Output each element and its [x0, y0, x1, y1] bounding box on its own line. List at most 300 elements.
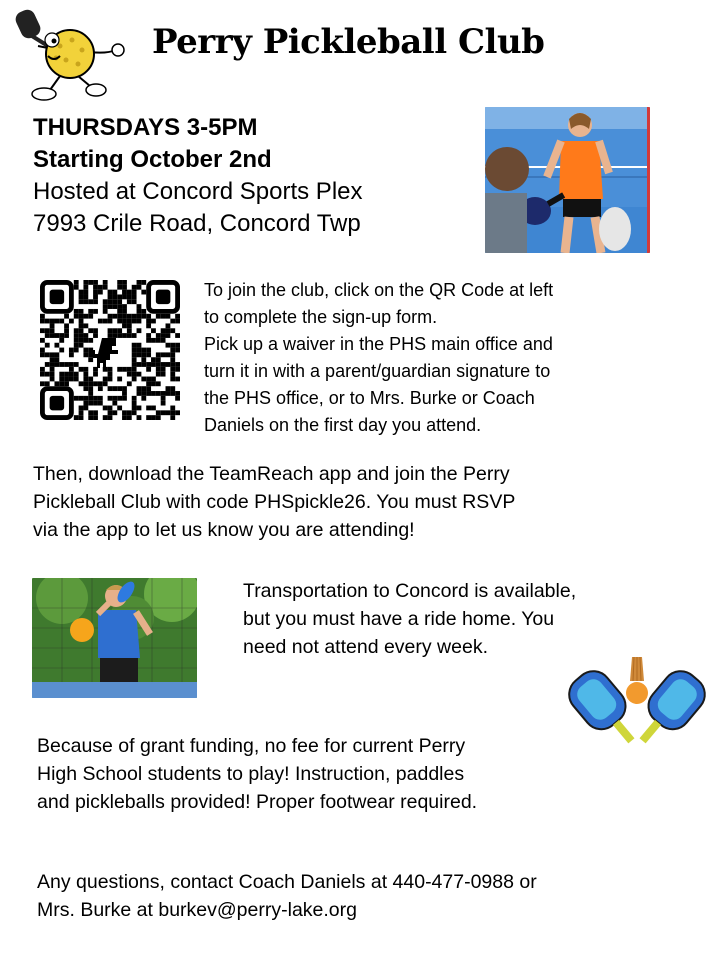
text-line: High School students to play! Instruction, paddles: [37, 763, 465, 785]
qr-module: [112, 401, 117, 406]
qr-module: [122, 280, 127, 285]
qr-module: [170, 357, 175, 362]
qr-module: [166, 333, 171, 338]
qr-module: [137, 352, 142, 357]
qr-module: [74, 396, 79, 401]
signup-qr-code[interactable]: [40, 280, 180, 420]
qr-module: [132, 348, 137, 353]
qr-module: [132, 319, 137, 324]
qr-module: [74, 328, 79, 333]
qr-module: [50, 333, 55, 338]
qr-module: [108, 328, 113, 333]
qr-module: [79, 381, 84, 386]
qr-module: [83, 401, 88, 406]
qr-module: [79, 294, 84, 299]
qr-module: [79, 406, 84, 411]
qr-module: [156, 333, 161, 338]
qr-module: [93, 415, 98, 420]
qr-module: [132, 396, 137, 401]
teamreach-paragraph: [33, 460, 693, 544]
qr-module: [170, 386, 175, 391]
qr-module: [108, 386, 113, 391]
qr-module: [108, 396, 113, 401]
qr-module: [50, 328, 55, 333]
qr-module: [156, 410, 161, 415]
qr-module: [122, 367, 127, 372]
qr-module: [137, 415, 142, 420]
qr-module: [137, 285, 142, 290]
qr-module: [141, 386, 146, 391]
qr-module: [74, 348, 79, 353]
qr-module: [54, 362, 59, 367]
qr-module: [74, 338, 79, 343]
qr-module: [93, 333, 98, 338]
qr-finder-pattern: [42, 389, 71, 418]
qr-module: [175, 319, 180, 324]
qr-module: [122, 285, 127, 290]
qr-module: [151, 415, 156, 420]
qr-module: [103, 299, 108, 304]
qr-module: [161, 396, 166, 401]
qr-module: [45, 319, 50, 324]
qr-module: [83, 406, 88, 411]
qr-module: [122, 319, 127, 324]
qr-module: [132, 352, 137, 357]
funding-paragraph: [37, 732, 597, 816]
qr-module: [103, 377, 108, 382]
qr-module: [112, 396, 117, 401]
qr-module: [137, 304, 142, 309]
qr-module: [161, 362, 166, 367]
qr-module: [141, 352, 146, 357]
qr-module: [170, 372, 175, 377]
qr-module: [161, 367, 166, 372]
qr-module: [83, 290, 88, 295]
qr-module: [93, 294, 98, 299]
qr-module: [69, 372, 74, 377]
qr-module: [108, 377, 113, 382]
qr-module: [146, 319, 151, 324]
qr-module: [137, 343, 142, 348]
qr-module: [132, 333, 137, 338]
qr-module: [166, 314, 171, 319]
qr-module: [83, 294, 88, 299]
qr-module: [59, 348, 64, 353]
qr-module: [112, 410, 117, 415]
qr-finder-pattern: [42, 282, 71, 311]
qr-module: [108, 410, 113, 415]
qr-module: [122, 396, 127, 401]
qr-module: [127, 290, 132, 295]
qr-module: [64, 372, 69, 377]
qr-module: [88, 377, 93, 382]
text-line: the PHS office, or to Mrs. Burke or Coach: [204, 388, 535, 408]
qr-module: [54, 357, 59, 362]
qr-module: [137, 280, 142, 285]
qr-module: [146, 323, 151, 328]
qr-module: [122, 386, 127, 391]
player-photo-woman: [485, 107, 650, 253]
qr-module: [132, 410, 137, 415]
text-line: To join the club, click on the QR Code at left: [204, 280, 554, 300]
qr-module: [112, 314, 117, 319]
qr-module: [170, 410, 175, 415]
qr-module: [108, 333, 113, 338]
qr-module: [156, 338, 161, 343]
qr-module: [117, 333, 122, 338]
qr-module: [83, 367, 88, 372]
qr-module: [146, 415, 151, 420]
qr-module: [137, 309, 142, 314]
qr-module: [146, 377, 151, 382]
qr-module: [79, 367, 84, 372]
qr-module: [170, 415, 175, 420]
qr-module: [40, 328, 45, 333]
qr-module: [122, 410, 127, 415]
qr-module: [79, 314, 84, 319]
schedule-address: 7993 Crile Road, Concord Twp: [33, 210, 361, 237]
qr-module: [93, 372, 98, 377]
qr-module: [132, 357, 137, 362]
qr-module: [40, 314, 45, 319]
qr-module: [175, 377, 180, 382]
qr-module: [122, 323, 127, 328]
qr-module: [132, 294, 137, 299]
qr-module: [79, 319, 84, 324]
qr-module: [175, 333, 180, 338]
qr-module: [88, 386, 93, 391]
qr-module: [127, 372, 132, 377]
qr-module: [151, 391, 156, 396]
qr-module: [161, 401, 166, 406]
qr-module: [156, 352, 161, 357]
text-line: but you must have a ride home. You: [243, 608, 555, 630]
qr-module: [54, 352, 59, 357]
qr-module: [88, 338, 93, 343]
qr-module: [132, 372, 137, 377]
qr-module: [132, 406, 137, 411]
qr-module: [103, 280, 108, 285]
qr-module: [117, 309, 122, 314]
qr-module: [122, 314, 127, 319]
qr-module: [54, 333, 59, 338]
qr-module: [64, 377, 69, 382]
qr-module: [146, 338, 151, 343]
qr-module: [151, 357, 156, 362]
qr-module: [175, 391, 180, 396]
qr-module: [74, 343, 79, 348]
qr-module: [45, 362, 50, 367]
qr-module: [40, 338, 45, 343]
qr-module: [98, 396, 103, 401]
qr-module: [161, 333, 166, 338]
page-title: Perry Pickleball Club: [152, 22, 545, 62]
qr-module: [170, 348, 175, 353]
qr-module: [151, 377, 156, 382]
qr-module: [83, 381, 88, 386]
qr-module: [69, 362, 74, 367]
qr-module: [146, 362, 151, 367]
qr-module: [40, 352, 45, 357]
qr-module: [122, 304, 127, 309]
qr-module: [108, 415, 113, 420]
qr-module: [146, 314, 151, 319]
qr-module: [50, 367, 55, 372]
qr-module: [161, 328, 166, 333]
qr-module: [175, 367, 180, 372]
qr-module: [64, 362, 69, 367]
qr-module: [137, 362, 142, 367]
qr-module: [161, 410, 166, 415]
qr-module: [93, 396, 98, 401]
qr-module: [79, 410, 84, 415]
qr-module: [151, 362, 156, 367]
qr-module: [156, 381, 161, 386]
qr-module: [175, 410, 180, 415]
qr-module: [88, 357, 93, 362]
qr-module: [151, 381, 156, 386]
player-photo-boy: [32, 578, 197, 698]
qr-module: [137, 319, 142, 324]
qr-module: [117, 285, 122, 290]
qr-module: [141, 377, 146, 382]
schedule-location: Hosted at Concord Sports Plex: [33, 178, 363, 205]
qr-module: [156, 362, 161, 367]
qr-module: [98, 381, 103, 386]
qr-module: [151, 406, 156, 411]
qr-module: [170, 352, 175, 357]
text-line: via the app to let us know you are attending!: [33, 519, 415, 541]
text-line: Because of grant funding, no fee for current Perry: [37, 735, 466, 757]
qr-module: [146, 333, 151, 338]
qr-module: [175, 396, 180, 401]
signup-instructions: [204, 277, 674, 439]
qr-module: [45, 328, 50, 333]
qr-module: [93, 328, 98, 333]
qr-module: [127, 314, 132, 319]
qr-module: [151, 319, 156, 324]
qr-module: [79, 309, 84, 314]
qr-module: [137, 328, 142, 333]
qr-finder-pattern: [149, 282, 178, 311]
qr-module: [83, 333, 88, 338]
qr-module: [161, 391, 166, 396]
qr-module: [50, 372, 55, 377]
qr-module: [108, 372, 113, 377]
qr-module: [161, 314, 166, 319]
qr-module: [170, 367, 175, 372]
text-line: and pickleballs provided! Proper footwear required.: [37, 791, 478, 813]
qr-module: [127, 299, 132, 304]
qr-module: [132, 290, 137, 295]
qr-module: [127, 381, 132, 386]
transport-paragraph: [243, 577, 683, 661]
qr-module: [151, 338, 156, 343]
qr-module: [122, 290, 127, 295]
qr-module: [132, 299, 137, 304]
text-line: need not attend every week.: [243, 636, 488, 658]
qr-module: [64, 328, 69, 333]
qr-module: [59, 319, 64, 324]
qr-module: [112, 290, 117, 295]
qr-module: [127, 319, 132, 324]
qr-module: [40, 348, 45, 353]
qr-module: [127, 294, 132, 299]
qr-module: [161, 352, 166, 357]
qr-module: [122, 333, 127, 338]
qr-module: [122, 294, 127, 299]
qr-module: [93, 299, 98, 304]
qr-module: [166, 362, 171, 367]
text-line: Mrs. Burke at burkev@perry-lake.org: [37, 899, 357, 921]
qr-module: [170, 362, 175, 367]
qr-module: [141, 396, 146, 401]
qr-module: [146, 391, 151, 396]
qr-module: [69, 377, 74, 382]
qr-module: [137, 391, 142, 396]
qr-module: [112, 328, 117, 333]
qr-module: [132, 401, 137, 406]
qr-module: [74, 280, 79, 285]
qr-module: [45, 343, 50, 348]
qr-module: [93, 401, 98, 406]
qr-module: [170, 319, 175, 324]
qr-module: [161, 372, 166, 377]
text-line: Transportation to Concord is available,: [243, 580, 577, 602]
qr-module: [79, 396, 84, 401]
qr-module: [40, 381, 45, 386]
qr-module: [156, 314, 161, 319]
qr-module: [112, 294, 117, 299]
qr-module: [108, 406, 113, 411]
qr-module: [117, 396, 122, 401]
qr-module: [83, 338, 88, 343]
qr-module: [88, 391, 93, 396]
qr-module: [74, 309, 79, 314]
qr-module: [161, 338, 166, 343]
qr-module: [112, 304, 117, 309]
qr-module: [175, 362, 180, 367]
text-line: Daniels on the first day you attend.: [204, 415, 482, 435]
qr-module: [117, 294, 122, 299]
qr-module: [74, 377, 79, 382]
text-line: Pick up a waiver in the PHS main office and: [204, 334, 553, 354]
text-line: Pickleball Club with code PHSpickle26. You must RSVP: [33, 491, 516, 513]
qr-module: [127, 323, 132, 328]
qr-module: [137, 372, 142, 377]
qr-module: [93, 285, 98, 290]
qr-module: [166, 352, 171, 357]
qr-module: [98, 290, 103, 295]
qr-module: [74, 372, 79, 377]
qr-module: [137, 406, 142, 411]
qr-module: [93, 381, 98, 386]
qr-module: [103, 406, 108, 411]
qr-module: [74, 333, 79, 338]
qr-module: [132, 377, 137, 382]
qr-module: [50, 357, 55, 362]
qr-module: [59, 338, 64, 343]
qr-module: [83, 396, 88, 401]
qr-module: [54, 319, 59, 324]
qr-module: [83, 377, 88, 382]
text-line: Then, download the TeamReach app and join the Perry: [33, 463, 510, 485]
qr-module: [156, 372, 161, 377]
qr-module: [175, 348, 180, 353]
qr-module: [83, 314, 88, 319]
qr-module: [88, 410, 93, 415]
qr-module: [127, 333, 132, 338]
qr-module: [117, 406, 122, 411]
qr-module: [108, 299, 113, 304]
qr-module: [166, 323, 171, 328]
qr-module: [137, 314, 142, 319]
qr-module: [108, 290, 113, 295]
qr-module: [88, 280, 93, 285]
qr-module: [156, 367, 161, 372]
qr-module: [175, 343, 180, 348]
qr-module: [103, 319, 108, 324]
qr-module: [166, 410, 171, 415]
qr-module: [117, 367, 122, 372]
qr-module: [141, 290, 146, 295]
qr-module: [79, 415, 84, 420]
qr-module: [93, 280, 98, 285]
qr-module: [141, 309, 146, 314]
qr-module: [74, 362, 79, 367]
qr-module: [88, 309, 93, 314]
qr-module: [59, 362, 64, 367]
qr-module: [59, 381, 64, 386]
qr-module: [79, 323, 84, 328]
qr-module: [74, 415, 79, 420]
qr-module: [88, 415, 93, 420]
qr-module: [170, 328, 175, 333]
qr-module: [79, 299, 84, 304]
qr-module: [170, 343, 175, 348]
qr-dino-logo: [89, 338, 118, 368]
qr-module: [170, 406, 175, 411]
qr-module: [127, 367, 132, 372]
qr-module: [112, 386, 117, 391]
qr-module: [132, 362, 137, 367]
qr-module: [146, 352, 151, 357]
qr-module: [117, 280, 122, 285]
qr-module: [54, 343, 59, 348]
qr-module: [127, 410, 132, 415]
qr-module: [132, 343, 137, 348]
qr-module: [69, 352, 74, 357]
qr-module: [166, 328, 171, 333]
qr-module: [93, 290, 98, 295]
qr-module: [103, 285, 108, 290]
qr-module: [59, 372, 64, 377]
qr-module: [146, 406, 151, 411]
qr-module: [132, 314, 137, 319]
text-line: turn it in with a parent/guardian signature to: [204, 361, 551, 381]
schedule-block: [33, 112, 363, 240]
qr-module: [54, 381, 59, 386]
qr-module: [146, 386, 151, 391]
qr-module: [103, 415, 108, 420]
qr-module: [127, 328, 132, 333]
qr-module: [117, 314, 122, 319]
qr-module: [74, 314, 79, 319]
qr-module: [117, 299, 122, 304]
qr-module: [88, 396, 93, 401]
qr-module: [117, 304, 122, 309]
qr-module: [69, 348, 74, 353]
